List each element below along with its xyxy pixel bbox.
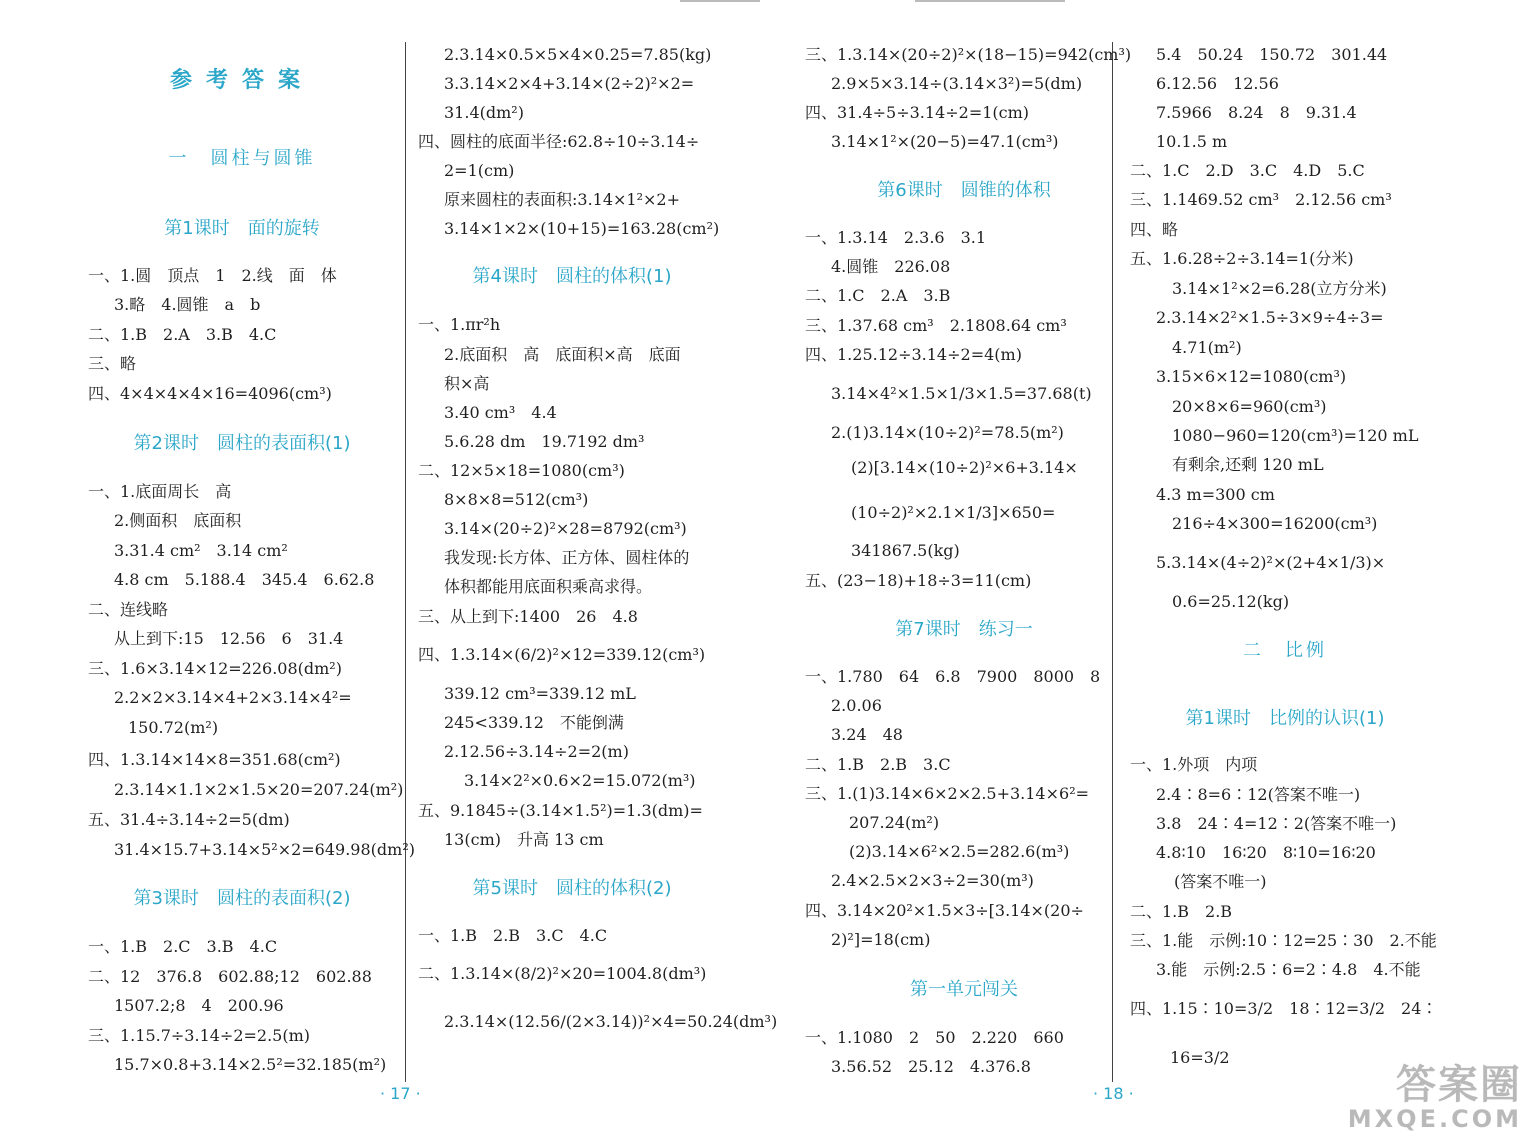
- answer-line: 2.0.06: [831, 696, 882, 715]
- lesson-heading: 第4课时 圆柱的体积(1): [472, 266, 672, 287]
- answer-line: 2.3.14×(12.56/(2×3.14))²×4=50.24(dm³): [444, 1012, 778, 1031]
- answer-line: 7.5966 8.24 8 9.31.4: [1156, 103, 1357, 122]
- answer-line: 四、4×4×4×4×16=4096(cm³): [88, 384, 332, 403]
- lesson-heading: 第6课时 圆锥的体积: [877, 180, 1051, 201]
- answer-line: 3.15×6×12=1080(cm³): [1156, 367, 1347, 386]
- answer-line: 二、12×5×18=1080(cm³): [418, 461, 625, 480]
- answer-line: 4.8 cm 5.188.4 345.4 6.62.8: [114, 570, 375, 589]
- answer-line: 3.31.4 cm² 3.14 cm²: [114, 541, 288, 560]
- answer-line: 二、连线略: [88, 600, 169, 619]
- answer-line: 4.3 m=300 cm: [1156, 485, 1275, 504]
- answer-line: 8×8×8=512(cm³): [444, 490, 589, 509]
- page-title: 参考答案: [169, 68, 314, 93]
- lesson-heading: 第一单元闯关: [910, 979, 1018, 1000]
- answer-line: 三、1.能 示例:10∶12=25∶30 2.不能: [1130, 931, 1437, 950]
- answer-line: 3.14×2²×0.6×2=15.072(m³): [464, 771, 696, 790]
- answer-line: 3.14×1²×(20−5)=47.1(cm³): [831, 132, 1059, 151]
- answer-line: 三、1.6×3.14×12=226.08(dm²): [88, 659, 342, 678]
- answer-line: 四、1.3.14×14×8=351.68(cm²): [88, 750, 341, 769]
- answer-line: 1080−960=120(cm³)=120 mL: [1172, 426, 1419, 445]
- answer-line: 3.能 示例:2.5∶6=2∶4.8 4.不能: [1156, 960, 1421, 979]
- watermark-line-2: MXQE.COM: [1347, 1105, 1522, 1133]
- answer-line: 三、1.15.7÷3.14÷2=2.5(m): [88, 1026, 311, 1045]
- answer-line: (10÷2)²×2.1×1/3]×650=: [851, 503, 1056, 522]
- answer-line: 一、1.B 2.C 3.B 4.C: [88, 937, 278, 956]
- answer-line: 一、1.780 64 6.8 7900 8000 8: [805, 667, 1101, 686]
- answer-line: 5.6.28 dm 19.7192 dm³: [444, 432, 645, 451]
- answer-line: 四、3.14×20²×1.5×3÷[3.14×(20÷: [805, 901, 1084, 920]
- answer-line: 3.56.52 25.12 4.376.8: [831, 1057, 1031, 1076]
- answer-line: 五、9.1845÷(3.14×1.5²)=1.3(dm)=: [418, 801, 703, 820]
- answer-line: 2.底面积 高 底面积×高 底面: [444, 345, 681, 364]
- answer-line: 2.2×2×3.14×4+2×3.14×4²=: [114, 688, 352, 707]
- answer-line: 2.(1)3.14×(10÷2)²=78.5(m²): [831, 423, 1064, 442]
- lesson-heading: 第5课时 圆柱的体积(2): [472, 878, 672, 899]
- answer-line: (2)3.14×6²×2.5=282.6(m³): [849, 842, 1070, 861]
- answer-line: 2.12.56÷3.14÷2=2(m): [444, 742, 629, 761]
- answer-line: 二、1.B 2.B: [1130, 902, 1233, 921]
- answer-line: 五、1.6.28÷2÷3.14=1(分米): [1130, 249, 1354, 268]
- answer-line: 3.14×1²×2=6.28(立方分米): [1172, 279, 1387, 298]
- answer-line: 四、1.3.14×(6/2)²×12=339.12(cm³): [418, 645, 706, 664]
- answer-line: 341867.5(kg): [851, 541, 960, 560]
- answer-line: 20×8×6=960(cm³): [1172, 397, 1327, 416]
- answer-line: 4.71(m²): [1172, 338, 1242, 357]
- watermark-logo: [1348, 1064, 1522, 1132]
- answer-line: 五、31.4÷3.14÷2=5(dm): [88, 810, 290, 829]
- answer-line: 2.4×2.5×2×3÷2=30(m³): [831, 871, 1034, 890]
- answer-line: 2.9×5×3.14÷(3.14×3²)=5(dm): [831, 74, 1083, 93]
- answer-line: 2.3.14×2²×1.5÷3×9÷4÷3=: [1156, 308, 1384, 327]
- answer-line: 二、12 376.8 602.88;12 602.88: [88, 967, 372, 986]
- answer-line: 10.1.5 m: [1156, 132, 1228, 151]
- answer-line: 2=1(cm): [444, 161, 515, 180]
- answer-line: 二、1.B 2.B 3.C: [805, 755, 951, 774]
- answer-line: 体积都能用底面积乘高求得。: [444, 577, 653, 596]
- answer-line: 二、1.B 2.A 3.B 4.C: [88, 325, 277, 344]
- answer-line: 五、(23−18)+18÷3=11(cm): [805, 571, 1032, 590]
- answer-line: 原来圆柱的表面积:3.14×1²×2+: [444, 190, 681, 209]
- answer-line: 一、1.B 2.B 3.C 4.C: [418, 926, 608, 945]
- answer-line: 15.7×0.8+3.14×2.5²=32.185(m²): [114, 1055, 387, 1074]
- answer-line: 四、1.25.12÷3.14÷2=4(m): [805, 345, 1022, 364]
- answer-line: 一、1.底面周长 高: [88, 482, 232, 501]
- answer-line: 6.12.56 12.56: [1156, 74, 1279, 93]
- answer-line: 四、圆柱的底面半径:62.8÷10÷3.14÷: [418, 132, 700, 151]
- answer-line: 5.4 50.24 150.72 301.44: [1156, 45, 1388, 64]
- answer-line: 245<339.12 不能倒满: [444, 713, 624, 732]
- answer-line: 3.14×(20÷2)²×28=8792(cm³): [444, 519, 687, 538]
- answer-line: 207.24(m²): [849, 813, 940, 832]
- answer-line: 13(cm) 升高 13 cm: [444, 830, 604, 849]
- answer-line: 1507.2;8 4 200.96: [114, 996, 284, 1015]
- lesson-heading: 第7课时 练习一: [895, 619, 1033, 640]
- answer-line: 4.圆锥 226.08: [831, 257, 951, 276]
- answer-line: 一、1.1080 2 50 2.220 660: [805, 1028, 1064, 1047]
- answer-line: (答案不唯一): [1174, 872, 1267, 891]
- answer-line: (2)[3.14×(10÷2)²×6+3.14×: [851, 458, 1078, 477]
- answer-line: 2)²]=18(cm): [831, 930, 931, 949]
- answer-line: 3.14×1×2×(10+15)=163.28(cm²): [444, 219, 720, 238]
- answer-line: 150.72(m²): [128, 718, 219, 737]
- answer-line: 四、略: [1130, 220, 1179, 239]
- answer-line: 一、1.πr²h: [418, 315, 501, 334]
- answer-line: 2.4∶8=6∶12(答案不唯一): [1156, 785, 1361, 804]
- page-number-right: · 18 ·: [1093, 1084, 1134, 1103]
- lesson-heading: 第3课时 圆柱的表面积(2): [133, 888, 351, 909]
- answer-line: 0.6=25.12(kg): [1172, 592, 1290, 611]
- answer-line: 3.14×4²×1.5×1/3×1.5=37.68(t): [831, 384, 1092, 403]
- answer-line: 一、1.圆 顶点 1 2.线 面 体: [88, 266, 337, 285]
- unit-heading-1: 一 圆柱与圆锥: [168, 148, 316, 169]
- answer-line: 三、1.1469.52 cm³ 2.12.56 cm³: [1130, 190, 1392, 209]
- answer-line: 16=3/2: [1170, 1048, 1230, 1067]
- answer-line: 31.4(dm²): [444, 103, 524, 122]
- answer-line: 三、1.37.68 cm³ 2.1808.64 cm³: [805, 316, 1067, 335]
- answer-line: 216÷4×300=16200(cm³): [1172, 514, 1378, 533]
- answer-line: 三、略: [88, 354, 137, 373]
- answer-line: 三、从上到下:1400 26 4.8: [418, 607, 638, 626]
- answer-line: 三、1.(1)3.14×6×2×2.5+3.14×6²=: [805, 784, 1090, 803]
- answer-line: 二、1.3.14×(8/2)²×20=1004.8(dm³): [418, 964, 707, 983]
- answer-line: 3.略 4.圆锥 a b: [114, 295, 261, 314]
- lesson-heading: 第1课时 比例的认识(1): [1185, 708, 1385, 729]
- answer-line: 3.3.14×2×4+3.14×(2÷2)²×2=: [444, 74, 695, 93]
- answer-line: 31.4×15.7+3.14×5²×2=649.98(dm²): [114, 840, 415, 859]
- answer-line: 二、1.C 2.D 3.C 4.D 5.C: [1130, 161, 1365, 180]
- answer-line: 2.3.14×0.5×5×4×0.25=7.85(kg): [444, 45, 712, 64]
- answer-line: 三、1.3.14×(20÷2)²×(18−15)=942(cm³): [805, 45, 1132, 64]
- answer-line: 3.8 24∶4=12∶2(答案不唯一): [1156, 814, 1397, 833]
- answer-line: 4.8∶10 16∶20 8∶10=16∶20: [1156, 843, 1376, 862]
- lesson-heading: 第2课时 圆柱的表面积(1): [133, 433, 351, 454]
- answer-line: 四、31.4÷5÷3.14÷2=1(cm): [805, 103, 1030, 122]
- answer-line: 339.12 cm³=339.12 mL: [444, 684, 636, 703]
- page-number-left: · 17 ·: [380, 1084, 421, 1103]
- top-edge-right: [915, 0, 1065, 2]
- answer-line: 一、1.3.14 2.3.6 3.1: [805, 228, 987, 247]
- top-edge-left: [680, 0, 760, 2]
- answer-line: 3.40 cm³ 4.4: [444, 403, 557, 422]
- answer-line: 3.24 48: [831, 725, 903, 744]
- answer-line: 二、1.C 2.A 3.B: [805, 286, 951, 305]
- unit-heading-2: 二 比例: [1243, 640, 1327, 661]
- lesson-heading: 第1课时 面的旋转: [164, 218, 320, 239]
- answer-line: 2.侧面积 底面积: [114, 511, 242, 530]
- answer-line: 有剩余,还剩 120 mL: [1172, 455, 1324, 474]
- answer-line: 四、1.15∶10=3/2 18∶12=3/2 24∶: [1130, 999, 1438, 1018]
- answer-line: 一、1.外项 内项: [1130, 755, 1258, 774]
- answer-line: 从上到下:15 12.56 6 31.4: [114, 629, 344, 648]
- watermark-line-1: 答案圈: [1396, 1062, 1522, 1108]
- column-divider-left: [405, 42, 406, 1082]
- answer-line: 我发现:长方体、正方体、圆柱体的: [444, 548, 690, 567]
- answer-line: 2.3.14×1.1×2×1.5×20=207.24(m²): [114, 780, 404, 799]
- answer-line: 积×高: [444, 374, 490, 393]
- answer-line: 5.3.14×(4÷2)²×(2+4×1/3)×: [1156, 553, 1386, 572]
